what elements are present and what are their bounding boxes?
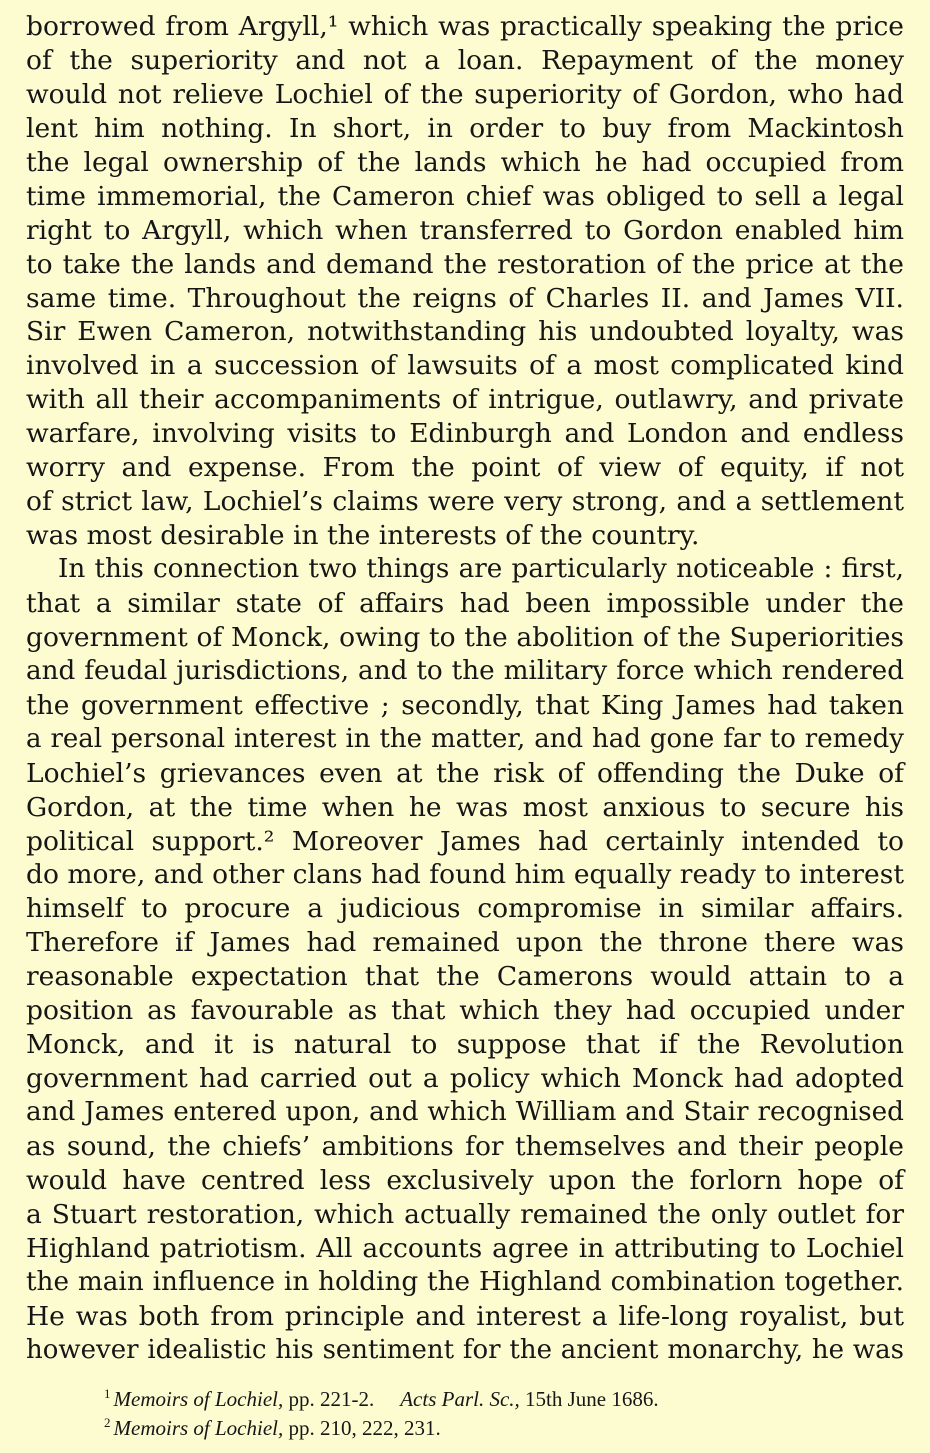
text-line: however idealistic his sentiment for the ancient monarchy, he was — [26, 1334, 904, 1365]
footnotes — [104, 1379, 659, 1440]
text-line: Monck, and it is natural to suppose that if the Revolution — [26, 1029, 904, 1061]
text-line: same time. Throughout the reigns of Charles II. and James VII. — [26, 282, 904, 314]
text-line: government had carried out a policy which Monck had adopted — [26, 1063, 904, 1095]
footnote-pages: pp. 210, 222, 231. — [283, 1416, 441, 1440]
body-text — [26, 10, 904, 1368]
text-line: Highland patriotism. All accounts agree in attributing to Lochiel — [26, 1232, 904, 1264]
footnote-source: Memoirs of Lochiel, — [113, 1387, 284, 1411]
text-line: time immemorial, the Cameron chief was obliged to sell a legal — [26, 180, 904, 212]
footnote-source-2: Acts Parl. Sc., — [400, 1387, 520, 1411]
paragraph-end-line: was most desirable in the interests of the country. — [26, 520, 700, 552]
text-line: borrowed from Argyll,¹ which was practically speaking the price — [26, 11, 904, 42]
text-line: political support.² Moreover James had certainly intended to — [26, 825, 904, 857]
text-line: and feudal jurisdictions, and to the military force which rendered — [26, 655, 904, 686]
text-line: Therefore if James had remained upon the throne there was — [26, 927, 904, 959]
text-line: a real personal interest in the matter, and had gone far to remedy — [26, 723, 904, 754]
footnote-marker: 2 — [104, 1415, 111, 1430]
footnote-source: Memoirs of Lochiel, — [113, 1416, 284, 1440]
text-line: with all their accompaniments of intrigue, outlawry, and private — [26, 384, 904, 416]
text-line: that a similar state of affairs had been impossible under the — [26, 587, 904, 619]
text-line: Gordon, at the time when he was most anxious to secure his — [26, 791, 904, 823]
footnote-marker: 1 — [104, 1386, 111, 1401]
text-line: the legal ownership of the lands which he had occupied from — [26, 146, 904, 178]
text-line: would have centred less exclusively upon the forlorn hope of — [26, 1164, 904, 1196]
text-line: reasonable expectation that the Camerons would attain to a — [26, 961, 904, 993]
text-line: warfare, involving visits to Edinburgh and London and endless — [26, 418, 904, 450]
footnote-date: 15th June 1686. — [519, 1387, 659, 1411]
text-line: do more, and other clans had found him equally ready to interest — [26, 859, 904, 891]
text-line: of the superiority and not a loan. Repayment of the money — [26, 44, 904, 76]
text-line: government of Monck, owing to the abolition of the Superiorities — [26, 621, 904, 653]
text-line: worry and expense. From the point of view of equity, if not — [26, 452, 904, 484]
text-line: and James entered upon, and which William and Stair recognised — [26, 1097, 904, 1127]
text-line: a Stuart restoration, which actually remained the only outlet for — [26, 1198, 904, 1230]
text-line: lent him nothing. In short, in order to buy from Mackintosh — [26, 112, 904, 144]
footnote-2 — [104, 1408, 659, 1440]
footnote-pages: pp. 221-2. — [283, 1387, 375, 1411]
text-line: Sir Ewen Cameron, notwithstanding his undoubted loyalty, was — [26, 316, 904, 348]
text-line: of strict law, Lochiel’s claims were very strong, and a settlement — [26, 486, 904, 518]
text-line: the main influence in holding the Highland combination together. — [26, 1266, 904, 1297]
text-line: as sound, the chiefs’ ambitions for themselves and their people — [26, 1130, 904, 1162]
text-line: involved in a succession of lawsuits of a most complicated kind — [26, 350, 904, 382]
text-line: the government effective ; secondly, that King James had taken — [26, 689, 904, 721]
text-line: right to Argyll, which when transferred to Gordon enabled him — [26, 214, 904, 246]
paragraph-start-line: In this connection two things are particularly noticeable : first, — [58, 554, 904, 584]
text-line: Lochiel’s grievances even at the risk of offending the Duke of — [26, 757, 904, 789]
text-line: would not relieve Lochiel of the superiority of Gordon, who had — [26, 78, 904, 110]
text-line: He was both from principle and interest a life-long royalist, but — [26, 1300, 904, 1332]
text-line: position as favourable as that which they had occupied under — [26, 995, 904, 1027]
text-line: to take the lands and demand the restoration of the price at the — [26, 248, 904, 280]
footnote-1 — [104, 1379, 659, 1411]
text-line: himself to procure a judicious compromise in similar affairs. — [26, 893, 904, 925]
